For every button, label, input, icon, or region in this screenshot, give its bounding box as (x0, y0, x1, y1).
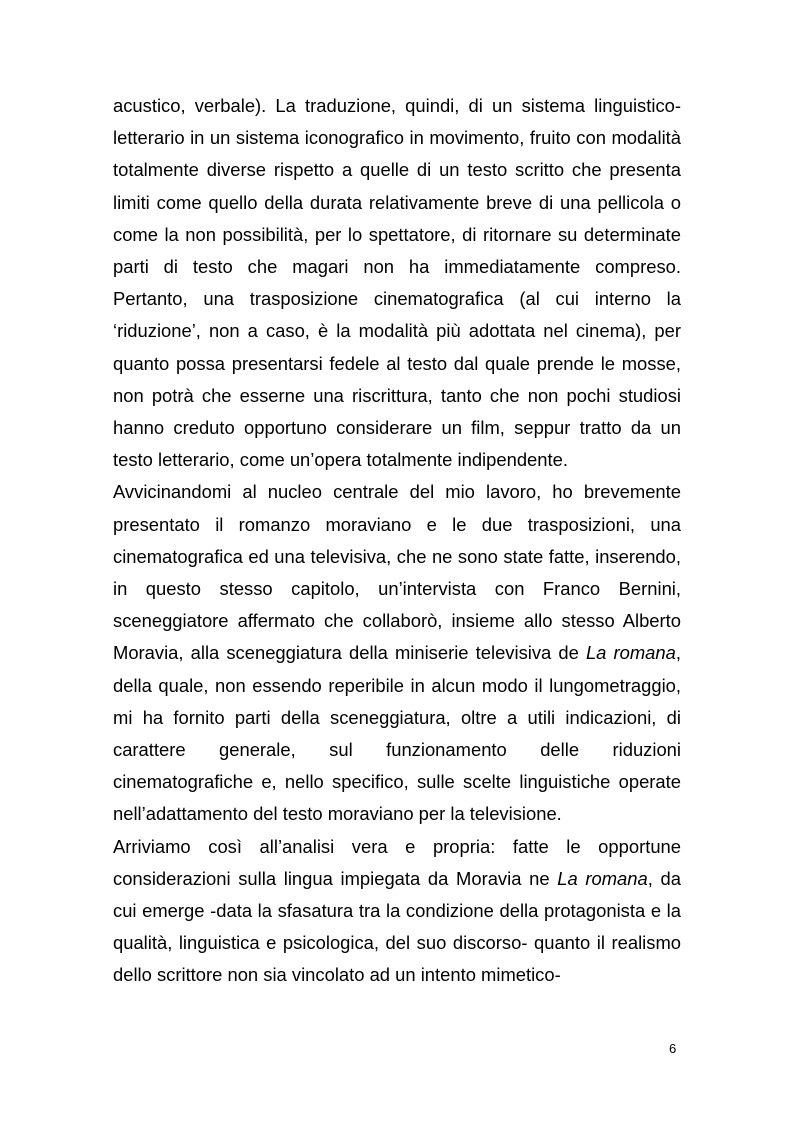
paragraph-2-text-a: Avvicinandomi al nucleo centrale del mio lavoro, ho brevemente presentato il romanzo moraviano e le due trasposizioni, una cinematografica ed una televisiva, che ne sono state fatte, inserendo, in questo stesso capitolo, un’intervista con Franco Bernini, sceneggiatore affermato che collaborò, insieme allo stesso Alberto Moravia, alla sceneggiatura della miniserie televisiva de (113, 481, 681, 664)
page-number: 6 (669, 1041, 677, 1056)
paragraph-2-text-b: , della quale, non essendo reperibile in alcun modo il lungometraggio, mi ha fornito parti della sceneggiatura, oltre a utili indicazioni, di carattere generale, sul funzionamento delle riduzioni cinematografiche e, nello specifico, sulle scelte linguistiche operate nell’adattamento del testo moraviano per la televisione. (113, 642, 681, 825)
paragraph-3-text-a: Arriviamo così all’analisi vera e propria: fatte le opportune considerazioni sulla lingua impiegata da Moravia ne (113, 835, 681, 889)
book-title-la-romana-2: La romana (557, 867, 648, 889)
paragraph-3-text-b: , da cui emerge -data la sfasatura tra la condizione della protagonista e la qualità, linguistica e psicologica, del suo discorso- quanto il realismo dello scrittore non sia vincolato ad un intento mimetico- (113, 867, 681, 986)
book-title-la-romana: La romana (585, 642, 676, 664)
body-text (113, 90, 681, 992)
paragraph-2 (113, 476, 681, 830)
paragraph-3 (113, 831, 681, 992)
paragraph-1-text: acustico, verbale). La traduzione, quindi, di un sistema linguistico-letterario in un sistema iconografico in movimento, fruito con modalità totalmente diverse rispetto a quelle di un testo scritto che presenta limiti come quello della durata relativamente breve di una pellicola o come la non possibilità, per lo spettatore, di ritornare su determinate parti di testo che magari non ha immediatamente compreso. Pertanto, una trasposizione cinematografica (al cui interno la ‘riduzione’, non a caso, è la modalità più adottata nel cinema), per quanto possa presentarsi fedele al testo dal quale prende le mosse, non potrà che esserne una riscrittura, tanto che non pochi studiosi hanno creduto opportuno considerare un film, seppur tratto da un testo letterario, come un’opera totalmente indipendente. (113, 95, 681, 471)
paragraph-1 (113, 90, 681, 476)
